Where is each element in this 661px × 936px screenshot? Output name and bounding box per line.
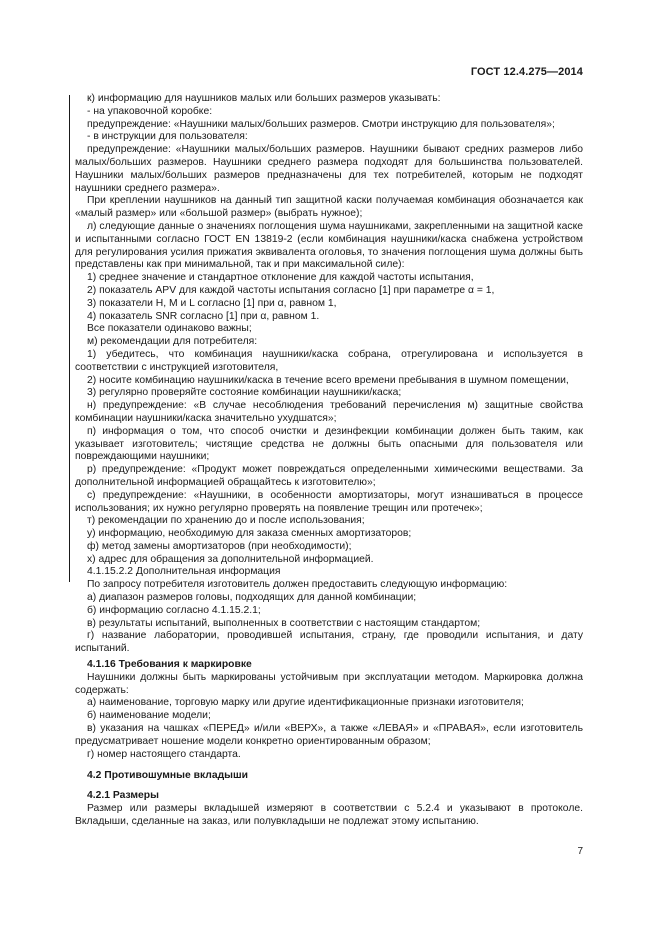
list-item: 1) убедитесь, что комбинация наушники/каска собрана, отрегулирована и используется в соответствии с инструкцией изготовителя, bbox=[75, 348, 583, 373]
list-item: г) название лаборатории, проводившей испытания, страну, где проводили испытания, и дату испытаний. bbox=[75, 630, 583, 655]
list-item: 1) среднее значение и стандартное отклонение для каждой частоты испытания, bbox=[87, 272, 474, 284]
section-heading-4116: 4.1.16 Требования к маркировке bbox=[87, 659, 252, 671]
paragraph: к) информацию для наушников малых или больших размеров указывать: bbox=[87, 93, 441, 104]
document-body bbox=[75, 93, 583, 829]
paragraph: По запросу потребителя изготовитель должен предоставить следующую информацию: bbox=[87, 579, 508, 591]
list-item: в) указания на чашках «ПЕРЕД» и/или «ВЕРХ», а также «ЛЕВАЯ» и «ПРАВАЯ», если изготовитель предусматривает ношение модели конкретно ориентированным образом; bbox=[75, 723, 583, 747]
paragraph: с) предупреждение: «Наушники, в особенности амортизаторы, могут изнашиваться в процессе использования; их нужно регулярно проверять на появление трещин или протечек»; bbox=[75, 489, 583, 514]
list-item: а) диапазон размеров головы, подходящих для данной комбинации; bbox=[87, 592, 417, 604]
paragraph: При креплении наушников на данный тип защитной каски получаемая комбинация обозначается как «малый размер» или «большой размер» (выбрать нужное); bbox=[75, 195, 583, 220]
list-item: а) наименование, торговую марку или другие идентификационные признаки изготовителя; bbox=[87, 697, 524, 709]
page-number: 7 bbox=[577, 846, 583, 857]
paragraph: п) информация о том, что способ очистки и дезинфекции комбинации должен быть таким, как указывает изготовитель; чистящие средства не должны быть опасными для пользователя или повреждающими наушники; bbox=[75, 425, 583, 463]
paragraph: н) предупреждение: «В случае несоблюдения требований перечисления м) защитные свойства комбинации наушники/каска значительно ухудшатся»; bbox=[75, 400, 583, 424]
paragraph: предупреждение: «Наушники малых/больших размеров. Наушники бывают средних размеров либо малых/больших размеров. Наушники среднего размера подходят для большинства пользователей. Наушники малых/больших размеров предназначены для тех потребителей, которым не подходят наушники среднего размера». bbox=[75, 144, 583, 194]
section-heading-42: 4.2 Противошумные вкладыши bbox=[87, 770, 248, 782]
list-item: х) адрес для обращения за дополнительной информацией. bbox=[87, 553, 374, 565]
paragraph: - в инструкции для пользователя: bbox=[87, 131, 248, 143]
paragraph: л) следующие данные о значениях поглощения шума наушниками, закрепленными на защитной каске и испытанными согласно ГОСТ EN 13819-2 (если комбинация наушники/каска снабжена устройством для регулирования усилия прижатия эквивалента оголовья, то значения поглощения шума должны быть представлены как при минимальной, так и при максимальной силе): bbox=[75, 220, 583, 271]
list-item: 3) регулярно проверяйте состояние комбинации наушники/каска; bbox=[87, 387, 402, 399]
list-item: 4) показатель SNR согласно [1] при α, равном 1. bbox=[87, 310, 320, 322]
list-item: б) информацию согласно 4.1.15.2.1; bbox=[87, 604, 261, 616]
list-item: 3) показатели H, M и L согласно [1] при α, равном 1, bbox=[87, 297, 337, 309]
paragraph: м) рекомендации для потребителя: bbox=[87, 336, 258, 348]
list-item: у) информацию, необходимую для заказа сменных амортизаторов; bbox=[87, 528, 412, 540]
page-header: ГОСТ 12.4.275—2014 bbox=[470, 66, 583, 78]
list-item: б) наименование модели; bbox=[87, 710, 211, 722]
list-item: в) результаты испытаний, выполненных в соответствии с настоящим стандартом; bbox=[87, 617, 481, 629]
section-heading-421: 4.2.1 Размеры bbox=[87, 790, 159, 802]
paragraph: - на упаковочной коробке: bbox=[87, 105, 213, 117]
paragraph: Наушники должны быть маркированы устойчивым при эксплуатации методом. Маркировка должна содержать: bbox=[75, 671, 583, 696]
list-item: г) номер настоящего стандарта. bbox=[87, 748, 241, 760]
list-item: 2) показатель APV для каждой частоты испытания согласно [1] при параметре α = 1, bbox=[87, 284, 495, 296]
paragraph: предупреждение: «Наушники малых/больших размеров. Смотри инструкцию для пользователя»; bbox=[87, 118, 555, 130]
paragraph: Все показатели одинаково важны; bbox=[87, 323, 252, 335]
paragraph: Размер или размеры вкладышей измеряют в соответствии с 5.2.4 и указывают в протоколе. Вкладыши, сделанные на заказ, или полувкладыши не подлежат этому испытанию. bbox=[75, 803, 583, 827]
subsection-title: 4.1.15.2.2 Дополнительная информация bbox=[87, 566, 281, 578]
list-item: ф) метод замены амортизаторов (при необходимости); bbox=[87, 540, 352, 552]
paragraph: р) предупреждение: «Продукт может повреждаться определенными химическими веществами. За дополнительной информацией обращайтесь к изготовителю»; bbox=[75, 464, 583, 488]
change-bar bbox=[69, 95, 70, 582]
list-item: 2) носите комбинацию наушники/каска в течение всего времени пребывания в шумном помещении, bbox=[87, 374, 569, 386]
list-item: т) рекомендации по хранению до и после использования; bbox=[87, 515, 365, 527]
